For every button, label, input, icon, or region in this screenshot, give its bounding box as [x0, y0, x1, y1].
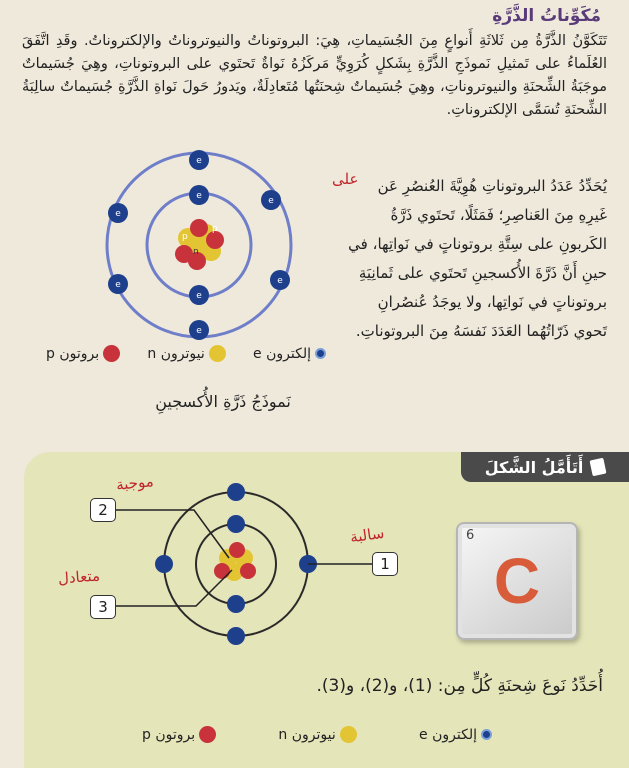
label-2: 2	[90, 498, 116, 522]
section-heading: مُكَوِّناتُ الذَّرَّةِ	[492, 6, 601, 26]
svg-text:p: p	[182, 232, 188, 242]
svg-text:n: n	[193, 247, 199, 257]
nucleus	[214, 542, 256, 581]
element-symbol: C	[493, 545, 541, 617]
svg-text:e: e	[196, 326, 202, 336]
handwritten-note-neutral: متعادل	[57, 566, 101, 588]
nucleus	[175, 219, 224, 270]
diagram-caption: نَموذَجُ ذَرَّةِ الأُكسجينِ	[155, 392, 291, 411]
legend-top	[46, 345, 326, 362]
svg-text:e: e	[277, 276, 283, 286]
svg-text:p: p	[212, 224, 218, 234]
atomic-number: 6	[466, 528, 475, 543]
proton-dot-icon	[103, 345, 120, 362]
handwritten-note-positive: موجبة	[115, 472, 155, 494]
legend-electron: إلكترون e	[253, 346, 326, 362]
label-3: 3	[90, 595, 116, 619]
oxygen-atom-diagram	[96, 150, 306, 340]
panel-tab: أَتَأَمَّلُ الشَّكلَ	[461, 452, 629, 482]
neutron-dot-icon	[340, 726, 357, 743]
svg-text:e: e	[115, 209, 121, 219]
carbon-element-tile	[456, 522, 578, 640]
legend-proton: بروتون p	[142, 726, 216, 743]
handwritten-note-negative: سالبة	[348, 523, 386, 547]
page-icon	[590, 458, 607, 477]
svg-text:e: e	[115, 280, 121, 290]
proton-dot-icon	[199, 726, 216, 743]
side-paragraph: يُحَدِّدُ عَدَدُ البروتوناتِ هُوِيَّةَ العُنصُرِ عَن غَيرِهِ مِنَ العَناصِرِ؛ فَمَثَلًا، تَحتَوي ذَرَّةُ الكَربونِ على سِتَّةِ بروتوناتٍ في نَواتِها، في حينِ أَنَّ ذَرَّةَ الأُكسجينِ تَحتَوي على ثَمانِيَةِ بروتوناتٍ في نَواتِها، ولا يوجَدُ عُنصُرانِ تَحوي ذَرّاتُهُما العَدَدَ نَفسَهُ مِنَ البروتوناتِ.	[348, 177, 607, 340]
carbon-atom-diagram	[84, 478, 404, 648]
legend-proton: بروتون p	[46, 345, 120, 362]
legend-bottom	[142, 726, 492, 743]
legend-electron: إلكترون e	[419, 727, 492, 743]
svg-text:e: e	[196, 191, 202, 201]
electron-dot-icon	[481, 729, 492, 740]
svg-text:e: e	[268, 196, 274, 206]
intro-paragraph: تَتَكَوَّنُ الذَّرَّةُ مِن ثَلاثَةِ أَنواعٍ مِنَ الجُسَيماتِ، هِيَ: البروتوناتُ والنيوتروناتُ والإلكتروناتُ. وقَدِ اتَّفَقَ العُلَماءُ على تَمثيلِ نَموذَجِ الذَّرَّةِ بِشَكلٍ كُرَوِيٍّ مَركَزُهُ نَواةٌ تَحتَوي على البروتوناتِ، وهِيَ جُسَيماتٌ موجَبَةُ الشِّحنَةِ والنيوتروناتِ، وهِيَ جُسَيماتٌ شِحنَتُها مُتَعادِلَةٌ، ويَدورُ حَولَ نَواةِ الذَّرَّةِ جُسَيماتٌ سالِبَةُ الشِّحنَةِ تُسَمَّى الإلكتروناتِ.	[22, 33, 607, 118]
legend-neutron: نيوترون n	[278, 726, 356, 743]
electron-dot-icon	[315, 348, 326, 359]
svg-text:e: e	[196, 291, 202, 301]
handwritten-margin-note: علی	[332, 170, 359, 188]
question-text: أُحَدِّدُ نَوعَ شِحنَةِ كُلٍّ مِن: (1)، و(2)، و(3).	[316, 676, 603, 696]
label-1: 1	[372, 552, 398, 576]
neutron-dot-icon	[209, 345, 226, 362]
legend-neutron: نيوترون n	[147, 345, 225, 362]
svg-text:e: e	[196, 156, 202, 166]
